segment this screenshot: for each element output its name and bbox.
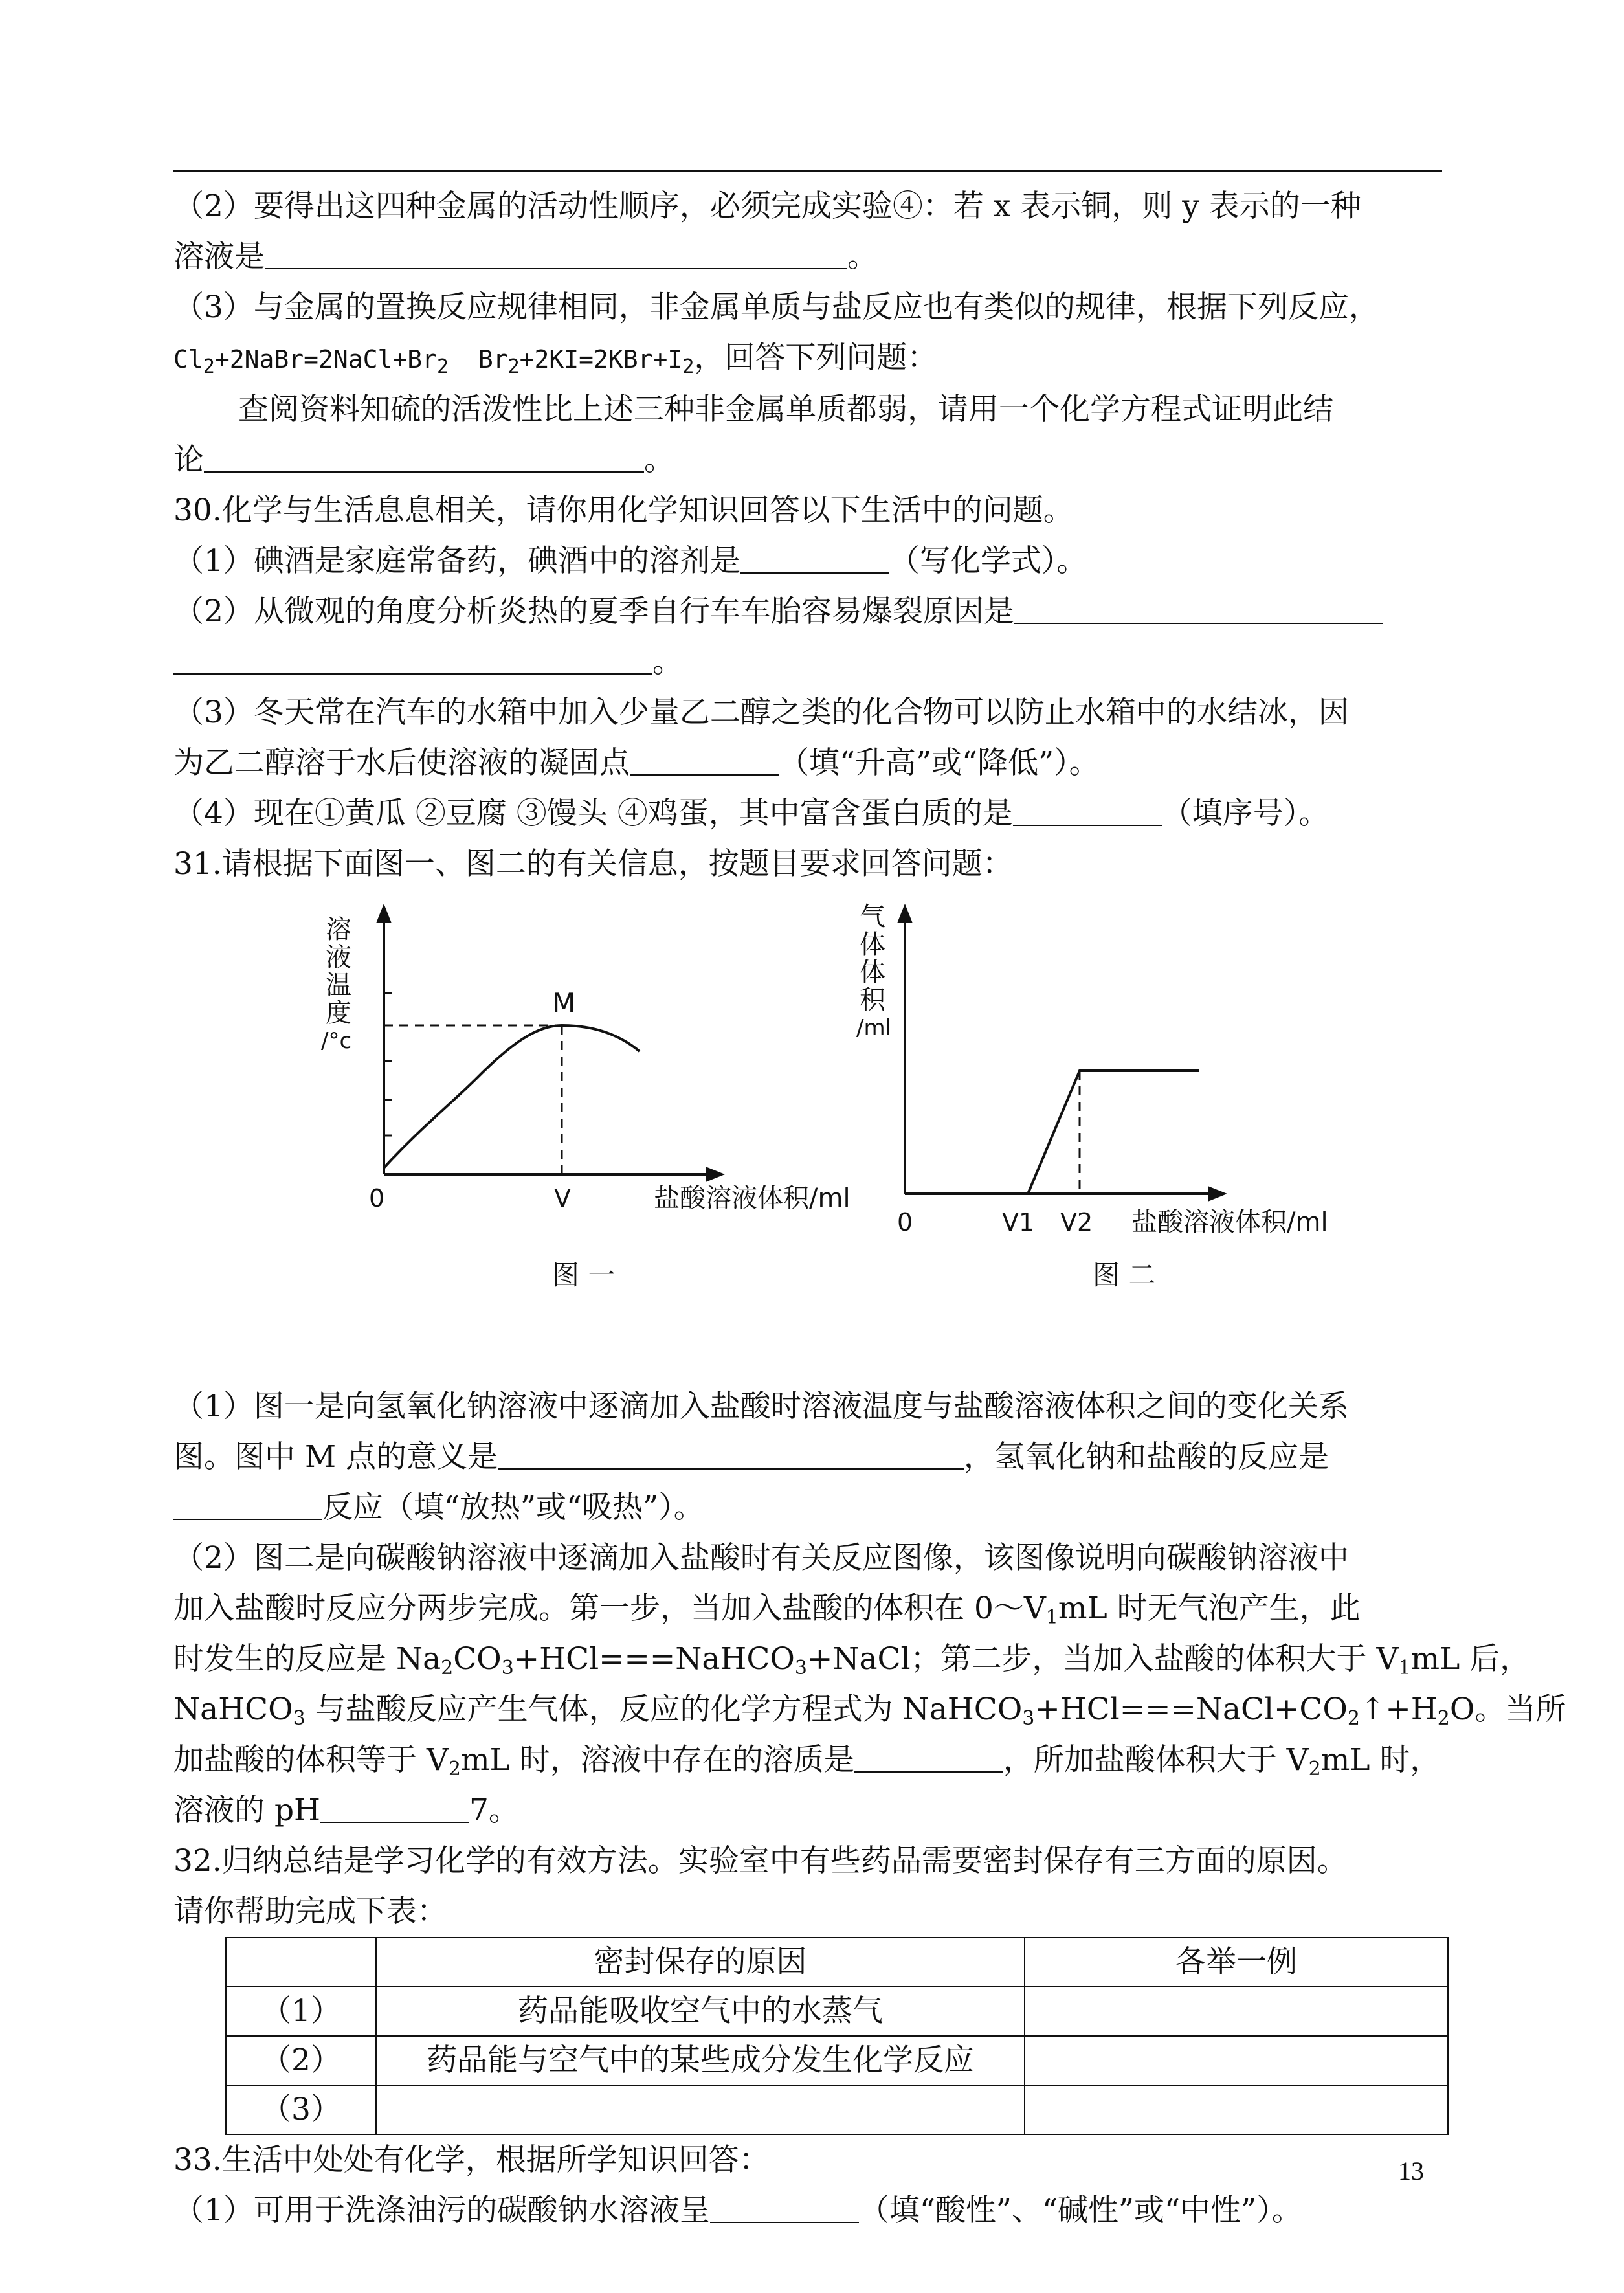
- q32-title: 32.归纳总结是学习化学的有效方法。实验室中有些药品需要密封保存有三方面的原因。: [173, 1843, 1348, 1879]
- figures-svg: [173, 889, 1442, 1381]
- answer-blank[interactable]: [630, 744, 779, 776]
- page-content: [173, 181, 1566, 2236]
- answer-blank[interactable]: [1013, 795, 1162, 826]
- fig2-x-arrow: [1208, 1186, 1227, 1202]
- table-header-cell: 各举一例: [1025, 1938, 1448, 1987]
- q31-p1-line2: 图。图中 M 点的意义是 ，氢氧化钠和盐酸的反应是: [173, 1439, 1329, 1475]
- fig2-ylabel-4: 积: [860, 985, 885, 1015]
- q30-title: 30.化学与生活息息相关，请你用化学知识回答以下生活中的问题。: [173, 493, 1074, 528]
- table-answer-cell[interactable]: [1025, 2085, 1448, 2134]
- q31-p1-line3: 反应（填“放热”或“吸热”）。: [173, 1482, 1442, 1533]
- table-header-row: [226, 1938, 1448, 1987]
- fig1-xtick-V: V: [554, 1184, 571, 1213]
- q31-p2-line6: 溶液的 pH 7。: [173, 1793, 519, 1828]
- answer-blank[interactable]: [498, 1438, 964, 1470]
- q31-p2-line3: 时发生的反应是 $Na_2CO_3+HCl===NaHCO_3+NaCl$；第二步，当加入盐酸的体积大于 $V_1mL$ 后，: [173, 1641, 1531, 1679]
- fig2-xtick-V2: V2: [1060, 1208, 1093, 1236]
- q29-p2-line2: 溶液是 。: [173, 239, 878, 274]
- table-answer-cell[interactable]: [1025, 1987, 1448, 2036]
- q31-p2-line4: NaHCO$_3$ 与盐酸反应产生气体，反应的化学方程式为 $NaHCO_3+HCl===NaCl+CO_2↑+H_2O$。当所: [173, 1692, 1566, 1730]
- page-number: 13: [1398, 2156, 1424, 2186]
- answer-blank[interactable]: [710, 2192, 859, 2223]
- q29-p3-line4: 论 。: [173, 442, 674, 478]
- fig2-ylabel-1: 气: [860, 902, 885, 932]
- q30-p3-line1: （3）冬天常在汽车的水箱中加入少量乙二醇之类的化合物可以防止水箱中的水结冰，因: [173, 695, 1349, 730]
- fig1-y-arrow: [376, 904, 392, 923]
- table-answer-cell[interactable]: [376, 2085, 1025, 2134]
- fig1-xlabel: 盐酸溶液体积/ml: [654, 1183, 851, 1213]
- q30-p2-cont: 。: [173, 637, 1442, 688]
- q29-p3-line1: （3）与金属的置换反应规律相同，非金属单质与盐反应也有类似的规律，根据下列反应，: [173, 289, 1379, 325]
- answer-blank[interactable]: [265, 238, 847, 269]
- figure-2: [856, 902, 1328, 1291]
- q31-title: 31.请根据下面图一、图二的有关信息，按题目要求回答问题：: [173, 846, 1013, 882]
- answer-blank[interactable]: [740, 542, 889, 574]
- table-row: [226, 1987, 1448, 2036]
- fig1-ylabel-4: 度: [326, 998, 351, 1028]
- fig2-ylabel-2: 体: [860, 930, 885, 959]
- table-answer-cell[interactable]: [1025, 2036, 1448, 2085]
- fig1-curve: [384, 1025, 640, 1168]
- q29-p2-line1: （2）要得出这四种金属的活动性顺序，必须完成实验④：若 x 表示铜，则 y 表示的一种: [173, 188, 1361, 224]
- header-rule: [173, 170, 1442, 172]
- figures: [173, 889, 1442, 1381]
- fig1-x-arrow: [706, 1167, 725, 1182]
- fig1-ylabel-3: 温: [326, 970, 351, 1000]
- fig1-ylabel-2: 液: [326, 943, 351, 972]
- q30-p3-line2: 为乙二醇溶于水后使溶液的凝固点 （填“升高”或“降低”）。: [173, 745, 1100, 781]
- answer-blank[interactable]: [1014, 593, 1383, 624]
- fig1-ylabel-5: /°c: [321, 1028, 352, 1054]
- q30-p4: （4）现在①黄瓜 ②豆腐 ③馒头 ④鸡蛋，其中富含蛋白质的是 （填序号）。: [173, 796, 1329, 831]
- table-header-cell: [226, 1938, 376, 1987]
- seal-table: [225, 1937, 1449, 2135]
- q31-p2-line2: 加入盐酸时反应分两步完成。第一步，当加入盐酸的体积在 $0\sim V_1mL$ 时无气泡产生，此: [173, 1591, 1361, 1629]
- fig1-ylabel-1: 溶: [326, 915, 351, 945]
- fig2-ylabel-3: 体: [860, 957, 885, 987]
- answer-blank[interactable]: [854, 1741, 1003, 1773]
- q32-line2: 请你帮助完成下表：: [173, 1894, 447, 1929]
- q31-p1-line1: （1）图一是向氢氧化钠溶液中逐滴加入盐酸时溶液温度与盐酸溶液体积之间的变化关系: [173, 1389, 1349, 1424]
- fig1-point-M: M: [552, 987, 576, 1019]
- fig2-y-arrow: [897, 904, 913, 923]
- fig2-xtick-V1: V1: [1002, 1208, 1035, 1236]
- q30-p2: （2）从微观的角度分析炎热的夏季自行车车胎容易爆裂原因是: [173, 587, 1442, 637]
- fig2-origin: 0: [897, 1208, 913, 1236]
- q30-p1: （1）碘酒是家庭常备药，碘酒中的溶剂是 （写化学式）。: [173, 543, 1087, 579]
- figure-1: [321, 904, 851, 1291]
- q31-p2-line5: 加盐酸的体积等于 $V_2mL$ 时，溶液中存在的溶质是 ，所加盐酸体积大于 $V_2mL$ 时，: [173, 1742, 1441, 1780]
- q33-p1: （1）可用于洗涤油污的碳酸钠水溶液呈 （填“酸性”、“碱性”或“中性”）。: [173, 2193, 1302, 2228]
- q33-title: 33.生活中处处有化学，根据所学知识回答：: [173, 2142, 770, 2178]
- table-cell: （1）: [226, 1987, 376, 2036]
- fig1-origin: 0: [369, 1184, 385, 1213]
- answer-blank[interactable]: [173, 1489, 322, 1520]
- fig2-ylabel-5: /ml: [856, 1015, 892, 1041]
- table-header-cell: 密封保存的原因: [376, 1938, 1025, 1987]
- q29-p3-line3: 查阅资料知硫的活泼性比上述三种非金属单质都弱，请用一个化学方程式证明此结: [238, 392, 1333, 427]
- fig2-xlabel: 盐酸溶液体积/ml: [1131, 1207, 1328, 1237]
- answer-blank[interactable]: [204, 442, 644, 473]
- fig2-caption: 图 二: [1093, 1259, 1156, 1291]
- table-row: [226, 2085, 1448, 2134]
- q31-p2-line1: （2）图二是向碳酸钠溶液中逐滴加入盐酸时有关反应图像，该图像说明向碳酸钠溶液中: [173, 1540, 1349, 1576]
- table-cell: （3）: [226, 2085, 376, 2134]
- table-cell: （2）: [226, 2036, 376, 2085]
- table-cell: 药品能吸收空气中的水蒸气: [376, 1987, 1025, 2036]
- answer-blank[interactable]: [320, 1792, 469, 1823]
- q29-p3-equation: $Cl_2+2NaBr=2NaCl+Br_2$ $Br_2+2KI=2KBr+I_2$，回答下列问题：: [173, 340, 938, 378]
- fig2-line: [905, 1071, 1199, 1194]
- answer-blank[interactable]: [173, 643, 652, 675]
- table-cell: 药品能与空气中的某些成分发生化学反应: [376, 2036, 1025, 2085]
- fig1-caption: 图 一: [552, 1259, 616, 1291]
- table-row: [226, 2036, 1448, 2085]
